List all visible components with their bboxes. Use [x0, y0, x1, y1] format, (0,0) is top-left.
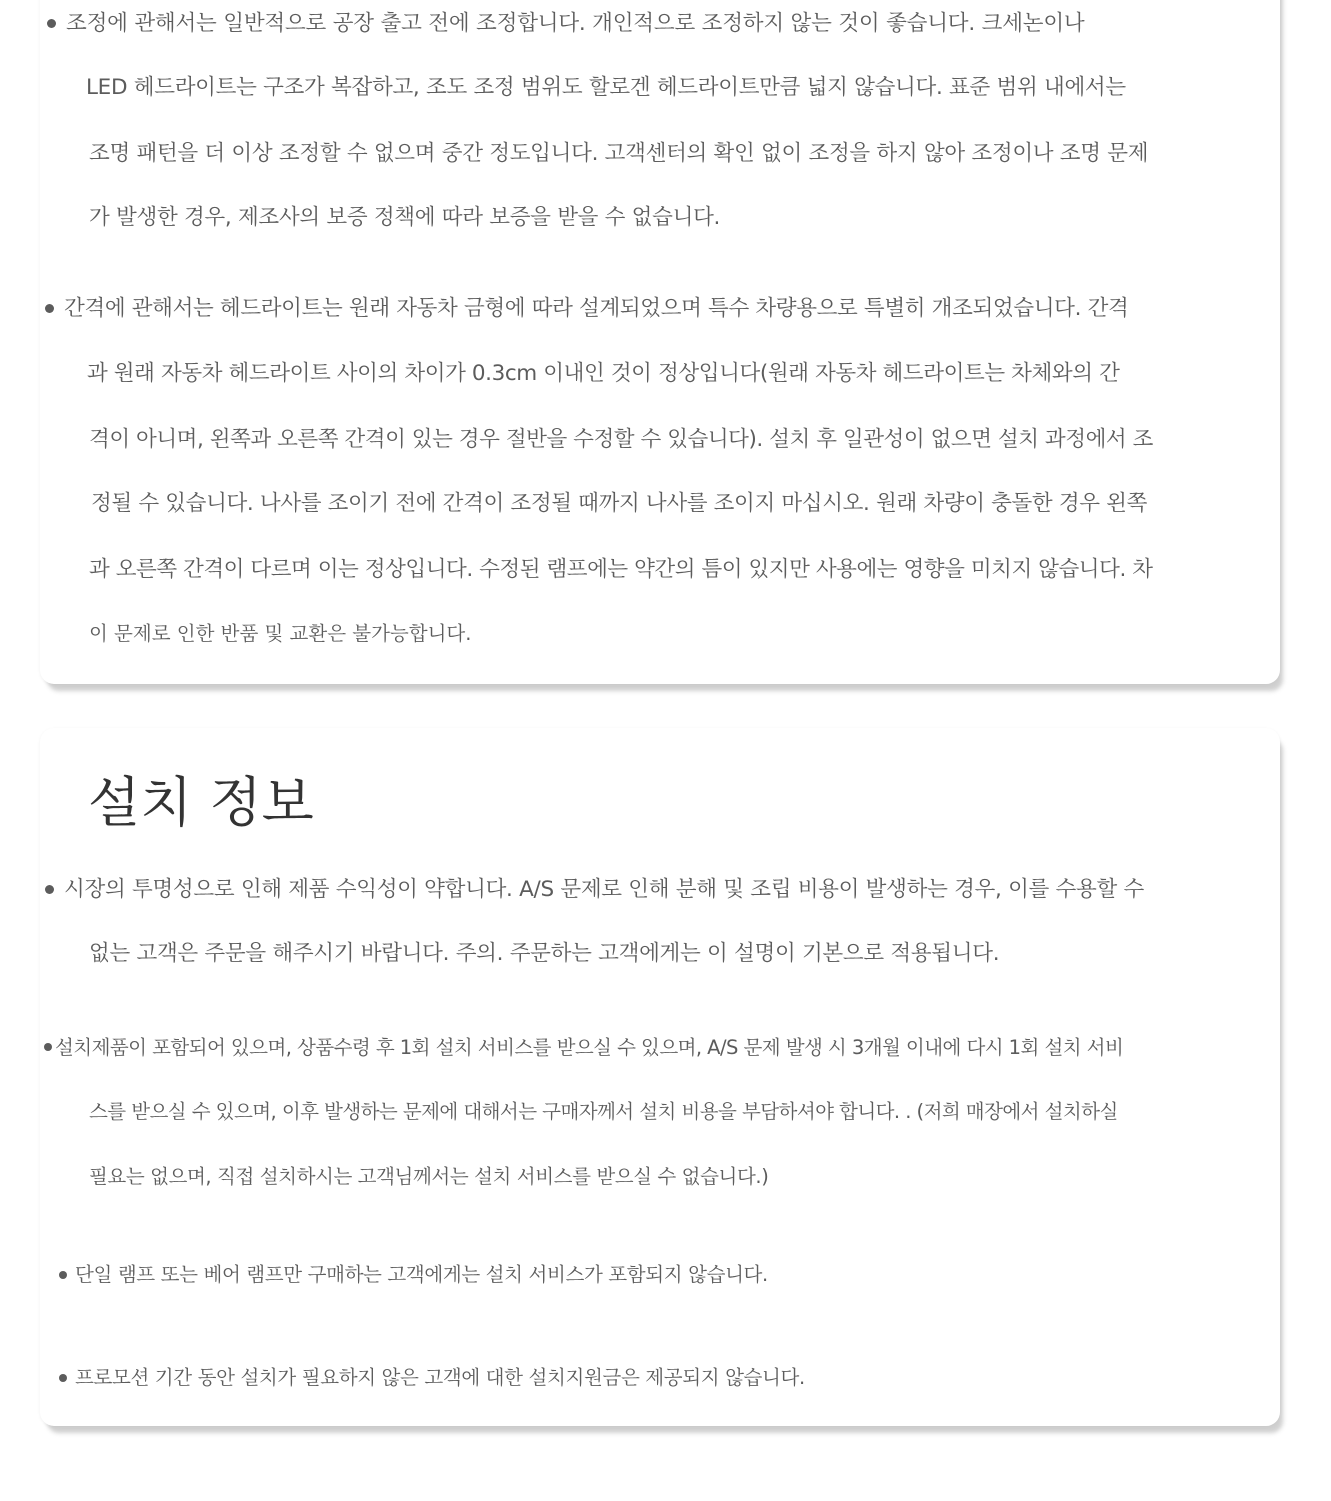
- bullet-icon: [59, 1271, 67, 1279]
- adjustment-line-2: LED 헤드라이트는 구조가 복잡하고, 조도 조정 범위도 할로겐 헤드라이트만큼 넓지 않습니다. 표준 범위 내에서는: [86, 75, 1126, 100]
- install-item-1-line-2: 없는 고객은 주문을 해주시기 바랍니다. 주의. 주문하는 고객에게는 이 설명이 기본으로 적용됩니다.: [89, 941, 1000, 966]
- gap-line-6: 이 문제로 인한 반품 및 교환은 불가능합니다.: [89, 622, 472, 645]
- adjustment-line-4: 가 발생한 경우, 제조사의 보증 정책에 따라 보증을 받을 수 없습니다.: [89, 205, 721, 230]
- install-item-3-line-1: 단일 램프 또는 베어 램프만 구매하는 고객에게는 설치 서비스가 포함되지 않습니다.: [75, 1263, 768, 1286]
- bullet-icon: [47, 19, 56, 28]
- bullet-icon: [44, 1043, 52, 1051]
- gap-line-3: 격이 아니며, 왼쪽과 오른쪽 간격이 있는 경우 절반을 수정할 수 있습니다). 설치 후 일관성이 없으면 설치 과정에서 조: [89, 427, 1153, 452]
- bullet-icon: [45, 885, 54, 894]
- bullet-icon: [59, 1374, 67, 1382]
- install-item-1-line-1: 시장의 투명성으로 인해 제품 수익성이 약합니다. A/S 문제로 인해 분해 및 조립 비용이 발생하는 경우, 이를 수용할 수: [64, 877, 1144, 902]
- install-item-4-line-1: 프로모션 기간 동안 설치가 필요하지 않은 고객에 대한 설치지원금은 제공되지 않습니다.: [75, 1366, 805, 1389]
- gap-line-5: 과 오른쪽 간격이 다르며 이는 정상입니다. 수정된 램프에는 약간의 틈이 있지만 사용에는 영향을 미치지 않습니다. 차: [89, 557, 1153, 582]
- gap-line-1: 간격에 관해서는 헤드라이트는 원래 자동차 금형에 따라 설계되었으며 특수 차량용으로 특별히 개조되었습니다. 간격: [64, 296, 1129, 321]
- adjustment-line-3: 조명 패턴을 더 이상 조정할 수 없으며 중간 정도입니다. 고객센터의 확인 없이 조정을 하지 않아 조정이나 조명 문제: [89, 141, 1149, 166]
- install-item-2-line-3: 필요는 없으며, 직접 설치하시는 고객님께서는 설치 서비스를 받으실 수 없습니다.): [89, 1165, 769, 1188]
- gap-line-4: 정될 수 있습니다. 나사를 조이기 전에 간격이 조정될 때까지 나사를 조이지 마십시오. 원래 차량이 충돌한 경우 왼쪽: [91, 491, 1147, 516]
- install-item-2-line-2: 스를 받으실 수 있으며, 이후 발생하는 문제에 대해서는 구매자께서 설치 비용을 부담하셔야 합니다. . (저희 매장에서 설치하실: [89, 1100, 1118, 1123]
- gap-line-2: 과 원래 자동차 헤드라이트 사이의 차이가 0.3cm 이내인 것이 정상입니다(원래 자동차 헤드라이트는 차체와의 간: [87, 361, 1120, 386]
- bullet-icon: [45, 304, 54, 313]
- install-item-2-line-1: 설치제품이 포함되어 있으며, 상품수령 후 1회 설치 서비스를 받으실 수 있으며, A/S 문제 발생 시 3개월 이내에 다시 1회 설치 서비: [55, 1036, 1124, 1059]
- adjustment-line-1: 조정에 관해서는 일반적으로 공장 출고 전에 조정합니다. 개인적으로 조정하지 않는 것이 좋습니다. 크세논이나: [66, 11, 1085, 36]
- section-title: 설치 정보: [88, 771, 314, 835]
